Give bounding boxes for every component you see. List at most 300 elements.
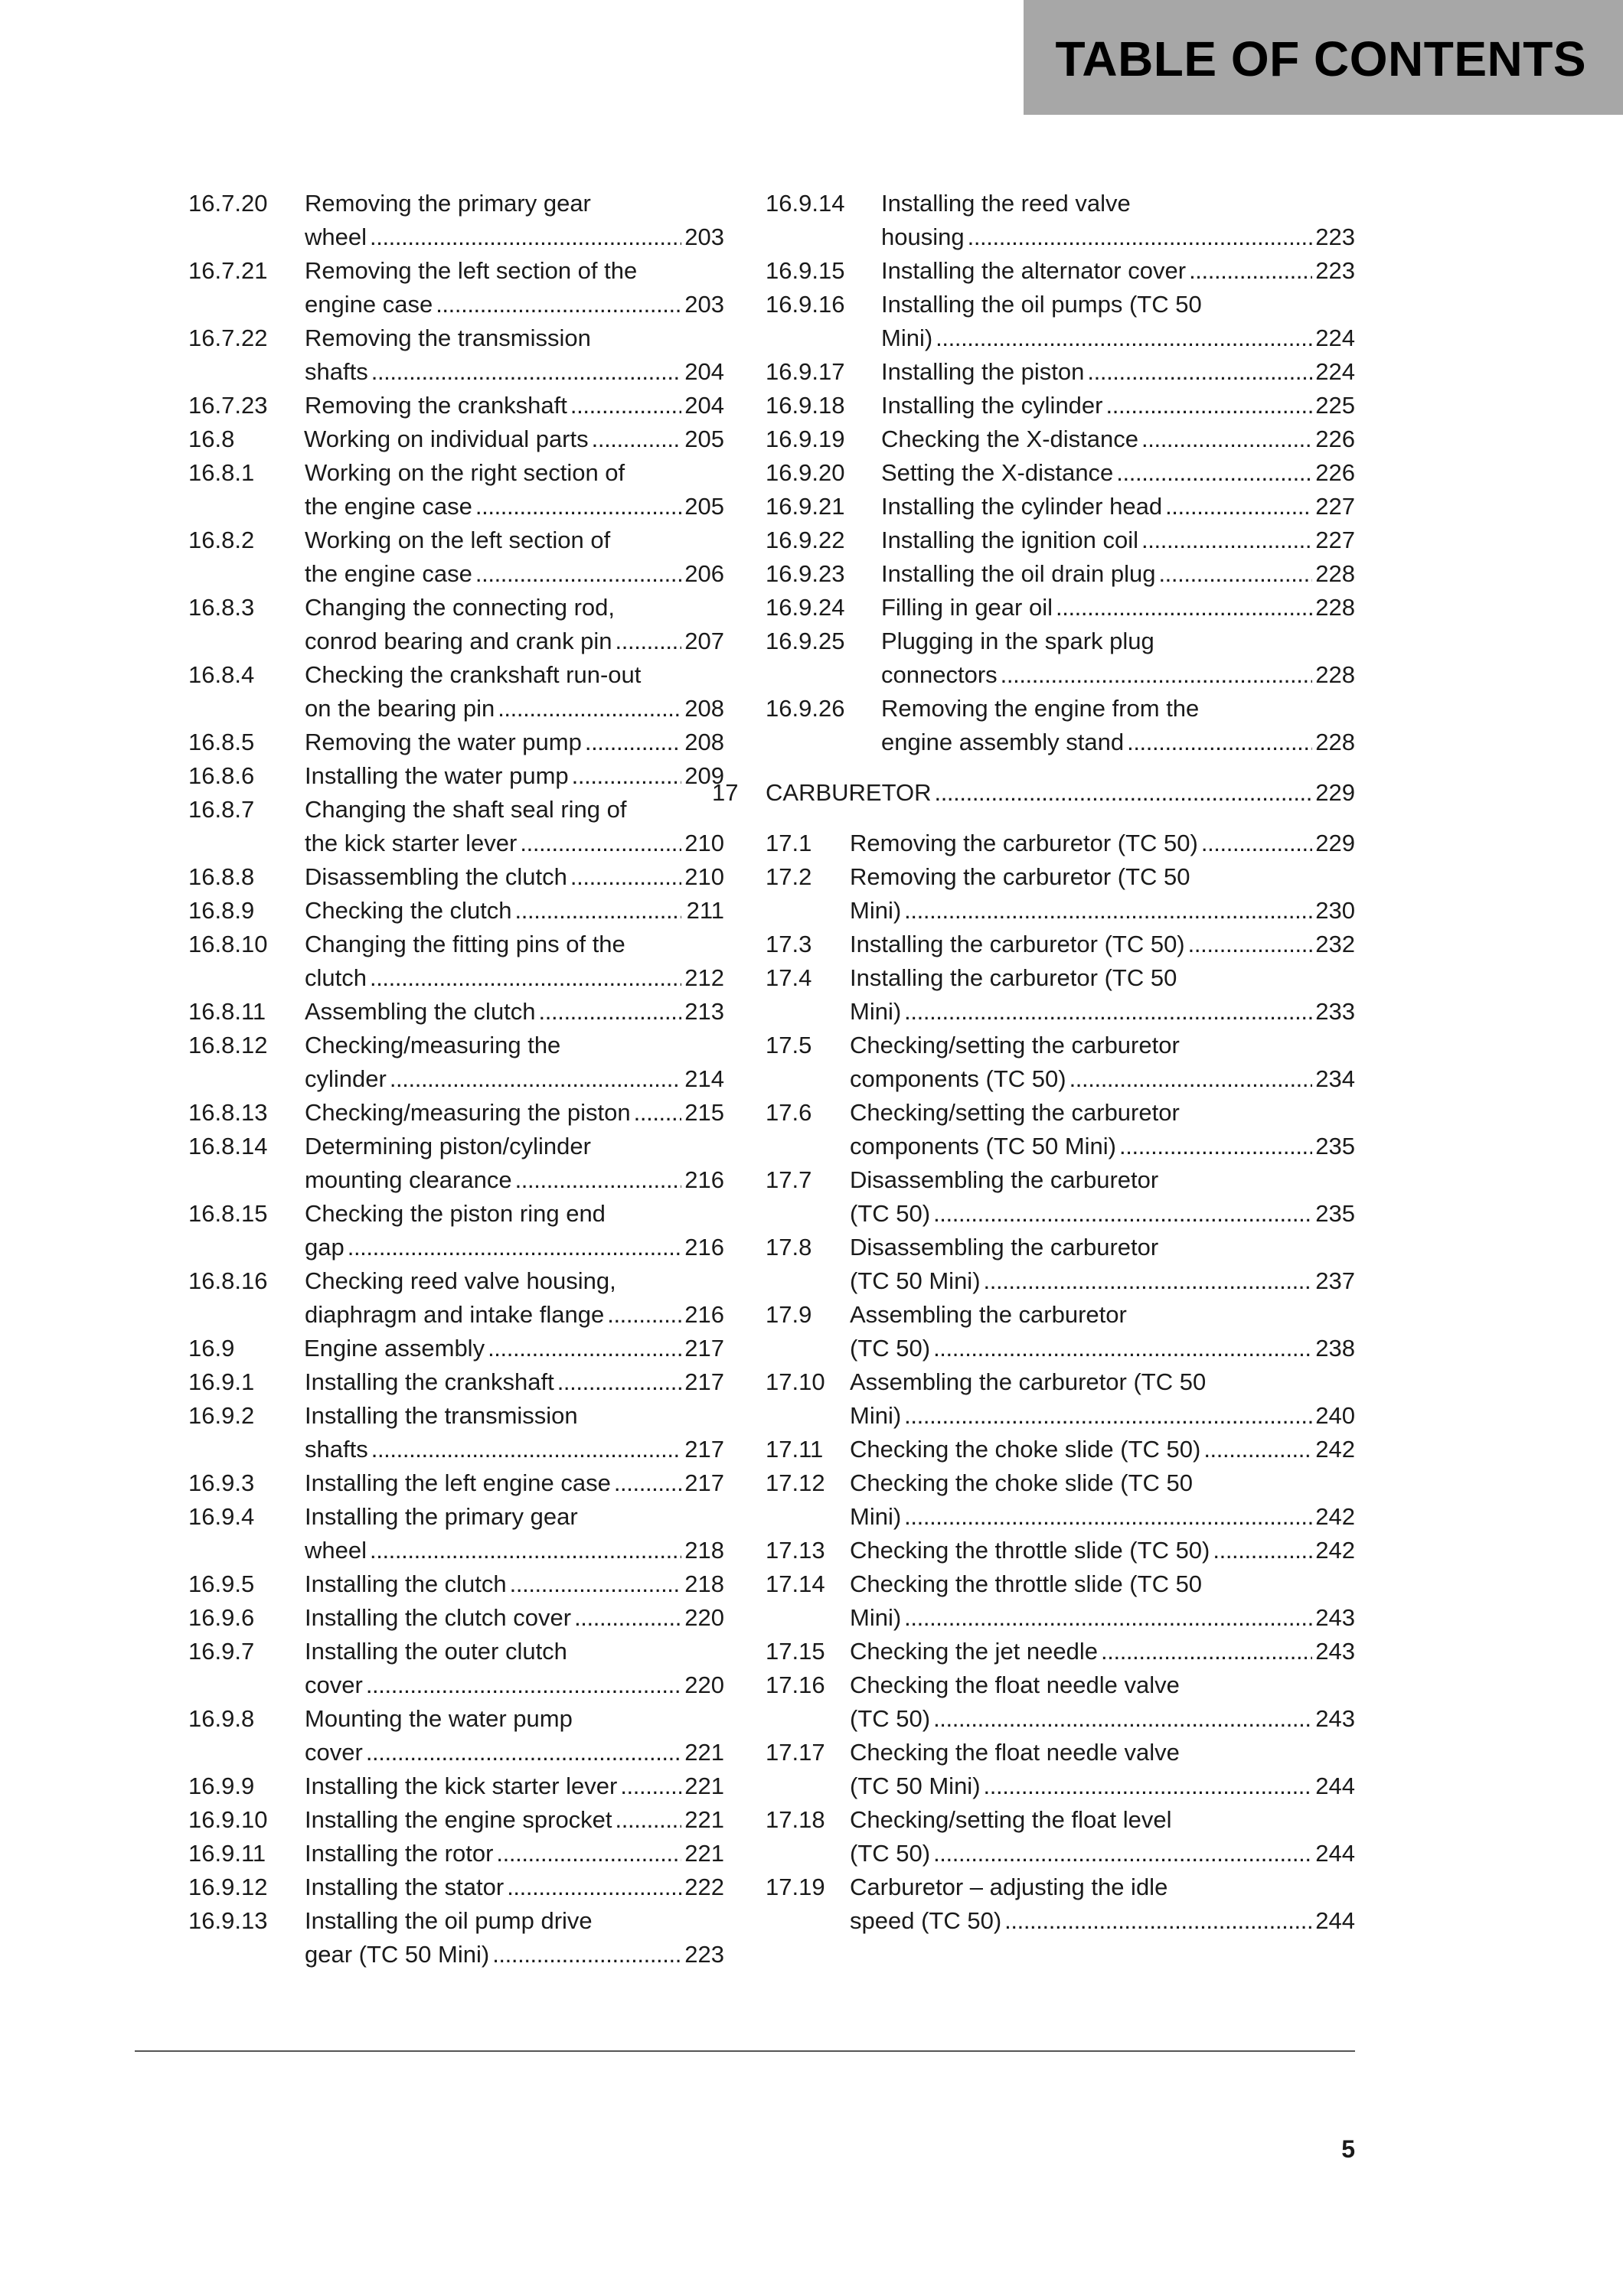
toc-entry-page: 228 [1315, 560, 1355, 587]
toc-entry[interactable] [188, 1130, 724, 1197]
toc-entry-title: Mini) [850, 1503, 902, 1530]
toc-entry-title: engine assembly stand [881, 729, 1125, 755]
toc-entry-title: Installing the crankshaft [305, 1368, 554, 1395]
toc-entry[interactable] [188, 928, 724, 995]
dot-leader [493, 1837, 681, 1870]
toc-entry-number: 17.5 [766, 1032, 812, 1058]
toc-entry-title: Checking the clutch [305, 897, 512, 924]
dot-leader [363, 1668, 681, 1702]
dot-leader [901, 1399, 1312, 1433]
toc-entry-page: 242 [1315, 1537, 1355, 1564]
toc-entry[interactable] [188, 1904, 724, 1971]
dot-leader [1138, 523, 1312, 557]
toc-entry-page: 235 [1315, 1133, 1355, 1159]
toc-entry-number: 16.9.10 [188, 1806, 268, 1833]
toc-entry-number: 16.8.6 [188, 762, 255, 789]
toc-entry-title: (TC 50) [850, 1335, 931, 1362]
toc-entry-number: 16.8.4 [188, 661, 255, 688]
dot-leader [930, 1332, 1312, 1365]
toc-entry-title: Changing the shaft seal ring of [305, 796, 627, 823]
toc-entry-title: conrod bearing and crank pin [305, 628, 612, 654]
dot-leader [1124, 726, 1312, 759]
dot-leader [1186, 254, 1312, 288]
toc-entry-page: 243 [1315, 1705, 1355, 1732]
toc-entry[interactable] [188, 1399, 724, 1466]
toc-entry-number: 16.9.24 [766, 594, 845, 621]
toc-entry-number: 16.9.12 [188, 1874, 268, 1900]
toc-entry[interactable] [766, 961, 1355, 1029]
toc-entry-title: Disassembling the carburetor [850, 1234, 1159, 1261]
toc-entry-page: 224 [1315, 325, 1355, 351]
dot-leader [367, 961, 681, 995]
toc-entry-title: Removing the transmission [305, 325, 591, 351]
page-title: TABLE OF CONTENTS [1055, 31, 1586, 86]
toc-entry-number: 16.9.4 [188, 1503, 255, 1530]
toc-entry-page: 217 [684, 1368, 724, 1395]
toc-entry-page: 230 [1315, 897, 1355, 924]
toc-entry-number: 16.9.20 [766, 459, 845, 486]
toc-entry-number: 16.9.19 [766, 426, 845, 452]
toc-entry-page: 210 [684, 830, 724, 856]
toc-entry-number: 16.9.17 [766, 358, 845, 385]
toc-entry-title: Removing the left section of the [305, 257, 638, 284]
toc-entry-title: Working on the right section of [305, 459, 625, 486]
toc-entry-number: 17.4 [766, 964, 812, 991]
toc-entry[interactable] [188, 1635, 724, 1702]
dot-leader [1138, 422, 1312, 456]
toc-entry[interactable] [188, 1702, 724, 1769]
toc-entry-number: 17.9 [766, 1301, 812, 1328]
toc-entry-title: connectors [881, 661, 998, 688]
toc-entry-title: Checking the choke slide (TC 50 [850, 1469, 1194, 1496]
dot-leader [1210, 1534, 1312, 1567]
toc-entry-number: 16.9.5 [188, 1570, 255, 1597]
toc-entry-title: Changing the fitting pins of the [305, 931, 625, 957]
toc-entry-title: Installing the cylinder [881, 392, 1103, 419]
header-banner [1024, 0, 1623, 115]
toc-entry-number: 16.8.3 [188, 594, 255, 621]
toc-entry-title: Installing the left engine case [305, 1469, 611, 1496]
toc-entry-number: 16.8.7 [188, 796, 255, 823]
toc-entry[interactable] [766, 1433, 1355, 1466]
toc-entry[interactable] [188, 523, 724, 591]
toc-entry-title: Installing the stator [305, 1874, 505, 1900]
dot-leader [1198, 827, 1312, 860]
toc-entry-page: 208 [684, 729, 724, 755]
toc-entry-title: Installing the transmission [305, 1402, 578, 1429]
toc-entry[interactable] [188, 187, 724, 254]
toc-entry[interactable]: 17 CARBURETOR . . . 229 [766, 776, 1355, 810]
dot-leader [1200, 1433, 1312, 1466]
toc-entry[interactable] [766, 1534, 1355, 1567]
toc-entry-title: Checking the crankshaft run-out [305, 661, 642, 688]
toc-entry[interactable] [188, 1466, 724, 1500]
toc-entry-title: (TC 50) [850, 1705, 931, 1732]
toc-entry[interactable] [188, 1197, 724, 1264]
toc-entry-page: 221 [684, 1840, 724, 1867]
toc-entry-number: 16.9.6 [188, 1604, 255, 1631]
dot-leader [582, 726, 681, 759]
toc-entry-page: 220 [684, 1604, 724, 1631]
toc-entry-number: 17.15 [766, 1638, 825, 1665]
dot-leader [489, 1938, 681, 1971]
dot-leader [1113, 456, 1312, 490]
toc-entry-number: 16.9.18 [766, 392, 845, 419]
toc-entry-title: Mini) [850, 897, 902, 924]
toc-entry[interactable] [188, 658, 724, 726]
toc-entry[interactable] [188, 894, 724, 928]
toc-entry-title: Installing the oil pump drive [305, 1907, 593, 1934]
toc-entry-page: 242 [1315, 1503, 1355, 1530]
toc-entry[interactable] [188, 591, 724, 658]
dot-leader [345, 1231, 681, 1264]
toc-entry[interactable] [188, 1332, 724, 1365]
toc-entry-title: Installing the alternator cover [881, 257, 1187, 284]
toc-entry-page: 229 [1315, 830, 1355, 856]
toc-entry[interactable] [188, 1500, 724, 1567]
toc-entry-title: (TC 50) [850, 1840, 931, 1867]
toc-entry-page: 223 [1315, 223, 1355, 250]
toc-entry-number: 16.9.3 [188, 1469, 255, 1496]
toc-entry-number: 16.8.2 [188, 527, 255, 553]
toc-entry[interactable] [766, 827, 1355, 860]
dot-leader [507, 1567, 681, 1601]
toc-entry-page: 213 [684, 998, 724, 1025]
toc-left-column [188, 187, 724, 1971]
toc-entry[interactable] [766, 591, 1355, 625]
toc-entry-title: Plugging in the spark plug [881, 628, 1154, 654]
toc-entry-number: 17.16 [766, 1671, 825, 1698]
toc-entry-title: Installing the oil drain plug [881, 560, 1156, 587]
toc-entry-title: on the bearing pin [305, 695, 495, 722]
toc-entry-title: Mounting the water pump [305, 1705, 573, 1732]
toc-entry-title: components (TC 50 Mini) [850, 1133, 1117, 1159]
toc-entry[interactable] [188, 995, 724, 1029]
dot-leader [901, 1601, 1312, 1635]
toc-entry-page: 244 [1315, 1840, 1355, 1867]
dot-leader [569, 759, 681, 793]
toc-entry-page: 243 [1315, 1638, 1355, 1665]
toc-entry-title: Mini) [881, 325, 933, 351]
toc-entry-page: 238 [1315, 1335, 1355, 1362]
toc-entry-title: cylinder [305, 1065, 387, 1092]
dot-leader [589, 422, 681, 456]
dot-leader [612, 625, 681, 658]
toc-entry[interactable] [766, 355, 1355, 389]
toc-entry-title: Installing the rotor [305, 1840, 494, 1867]
toc-entry[interactable] [766, 1736, 1355, 1803]
toc-entry-number: 16.9.25 [766, 628, 845, 654]
toc-entry-title: Installing the carburetor (TC 50) [850, 931, 1185, 957]
dot-leader [472, 557, 681, 591]
toc-entry[interactable] [766, 1466, 1355, 1534]
toc-entry[interactable] [188, 1365, 724, 1399]
toc-entry-number: 16.9.22 [766, 527, 845, 553]
toc-entry-number: 16.9.7 [188, 1638, 255, 1665]
toc-entry-number: 16.8.8 [188, 863, 255, 890]
toc-entry-page: 229 [1315, 779, 1355, 806]
dot-leader [571, 1601, 681, 1635]
toc-entry[interactable] [766, 1668, 1355, 1736]
toc-entry-page: 234 [1315, 1065, 1355, 1092]
toc-entry-number: 16.8.13 [188, 1099, 268, 1126]
toc-entry-number: 16.8.1 [188, 459, 255, 486]
toc-entry-page: 203 [684, 291, 724, 318]
dot-leader [567, 860, 681, 894]
dot-leader [536, 995, 681, 1029]
toc-entry-title: Checking the throttle slide (TC 50 [850, 1570, 1203, 1597]
toc-entry-number: 16.9.9 [188, 1773, 255, 1799]
toc-entry-number: 16.7.23 [188, 392, 268, 419]
toc-entry[interactable] [766, 1803, 1355, 1870]
toc-entry-title: cover [305, 1671, 363, 1698]
toc-entry-page: 227 [1315, 527, 1355, 553]
toc-entry-number: 17.12 [766, 1469, 825, 1496]
dot-leader [1103, 389, 1313, 422]
toc-entry[interactable] [188, 1264, 724, 1332]
toc-entry[interactable] [188, 1803, 724, 1837]
toc-entry-number: 16.9.2 [188, 1402, 255, 1429]
toc-entry[interactable] [766, 1231, 1355, 1298]
toc-entry[interactable] [188, 1837, 724, 1870]
toc-entry[interactable] [766, 1298, 1355, 1365]
dot-leader [981, 1264, 1312, 1298]
toc-entry-number: 17.11 [766, 1436, 824, 1463]
toc-entry-page: 244 [1315, 1907, 1355, 1934]
toc-entry[interactable] [188, 759, 724, 793]
toc-entry-title: Checking the throttle slide (TC 50) [850, 1537, 1210, 1564]
toc-entry-number: 16.8.11 [188, 998, 266, 1025]
toc-entry-page: 222 [684, 1874, 724, 1900]
toc-entry-title: Disassembling the clutch [305, 863, 567, 890]
toc-entry[interactable] [188, 1096, 724, 1130]
toc-entry-page: 227 [1315, 493, 1355, 520]
toc-entry-page: 214 [684, 1065, 724, 1092]
dot-leader [901, 1500, 1312, 1534]
toc-entry-title: Installing the oil pumps (TC 50 [881, 291, 1202, 318]
footer-divider [135, 2050, 1355, 2052]
toc-entry[interactable] [188, 422, 724, 456]
dot-leader [368, 1433, 681, 1466]
toc-entry-title: Checking/setting the float level [850, 1806, 1172, 1833]
dot-leader [617, 1769, 681, 1803]
toc-entry-page: 221 [684, 1806, 724, 1833]
toc-entry[interactable] [188, 1601, 724, 1635]
toc-entry-title: Checking/measuring the [305, 1032, 561, 1058]
toc-entry-title: Determining piston/cylinder [305, 1133, 591, 1159]
toc-entry-page: 220 [684, 1671, 724, 1698]
toc-entry-page: 205 [684, 426, 724, 452]
toc-entry-title: the engine case [305, 493, 472, 520]
toc-entry[interactable] [766, 1029, 1355, 1096]
toc-entry[interactable] [766, 928, 1355, 961]
toc-entry-number: 16.9.1 [188, 1368, 255, 1395]
toc-entry-title: Setting the X-distance [881, 459, 1114, 486]
toc-entry-title: Removing the engine from the [881, 695, 1200, 722]
toc-entry-title: Assembling the carburetor [850, 1301, 1127, 1328]
dot-leader [611, 1466, 681, 1500]
toc-entry-title: Removing the crankshaft [305, 392, 567, 419]
toc-entry-number: 16.9.21 [766, 493, 845, 520]
toc-entry-number: 17.1 [766, 830, 812, 856]
toc-entry-title: Installing the outer clutch [305, 1638, 567, 1665]
toc-entry-page: 225 [1315, 392, 1355, 419]
toc-entry[interactable] [188, 1567, 724, 1601]
dot-leader [631, 1096, 681, 1130]
toc-entry[interactable] [766, 389, 1355, 422]
toc-entry-title: gear (TC 50 Mini) [305, 1941, 490, 1968]
toc-entry-title: Mini) [850, 998, 902, 1025]
dot-leader [1098, 1635, 1312, 1668]
toc-entry-title: Removing the carburetor (TC 50 [850, 863, 1190, 890]
toc-entry-title: speed (TC 50) [850, 1907, 1002, 1934]
toc-entry[interactable] [188, 860, 724, 894]
toc-entry-number: 17.3 [766, 931, 812, 957]
toc-entry-page: 232 [1315, 931, 1355, 957]
dot-leader [901, 894, 1312, 928]
toc-entry-title: Installing the carburetor (TC 50 [850, 964, 1177, 991]
toc-entry-number: 17.14 [766, 1570, 825, 1597]
toc-entry[interactable] [766, 187, 1355, 254]
toc-entry[interactable] [188, 1769, 724, 1803]
toc-entry[interactable] [766, 1365, 1355, 1433]
dot-leader [504, 1870, 681, 1904]
toc-entry-page: 204 [684, 358, 724, 385]
toc-entry[interactable] [188, 1029, 724, 1096]
toc-entry[interactable] [766, 456, 1355, 490]
dot-leader [1116, 1130, 1312, 1163]
toc-entry-title: Checking the float needle valve [850, 1671, 1180, 1698]
toc-entry[interactable] [188, 389, 724, 422]
toc-entry-title: Working on the left section of [305, 527, 611, 553]
toc-entry[interactable] [766, 288, 1355, 355]
toc-entry-title: wheel [305, 223, 367, 250]
toc-entry[interactable] [766, 692, 1355, 759]
toc-entry-number: 17.17 [766, 1739, 825, 1766]
toc-entry-page: 243 [1315, 1604, 1355, 1631]
dot-leader [981, 1769, 1312, 1803]
toc-entry-page: 221 [684, 1739, 724, 1766]
toc-entry-title: Changing the connecting rod, [305, 594, 616, 621]
toc-entry[interactable] [766, 1635, 1355, 1668]
toc-entry-page: 206 [684, 560, 724, 587]
toc-entry[interactable] [188, 1870, 724, 1904]
toc-entry[interactable] [766, 254, 1355, 288]
toc-entry-number: 16.8.9 [188, 897, 255, 924]
toc-entry-title: Installing the kick starter lever [305, 1773, 618, 1799]
dot-leader [433, 288, 681, 321]
toc-entry-title: clutch [305, 964, 367, 991]
toc-entry[interactable] [766, 1870, 1355, 1938]
toc-entry-number: 16.8.14 [188, 1133, 268, 1159]
toc-right-column [712, 187, 1355, 1938]
dot-leader [367, 220, 681, 254]
toc-entry-title: Mini) [850, 1604, 902, 1631]
toc-entry[interactable] [766, 523, 1355, 557]
toc-entry-title: Removing the primary gear [305, 190, 591, 217]
toc-entry[interactable] [766, 490, 1355, 523]
toc-entry-title: Installing the water pump [305, 762, 569, 789]
toc-entry-page: 221 [684, 1773, 724, 1799]
toc-entry-number: 17.18 [766, 1806, 825, 1833]
toc-entry[interactable] [766, 422, 1355, 456]
toc-entry-page: 210 [684, 863, 724, 890]
toc-entry[interactable] [766, 860, 1355, 928]
toc-entry-title: Installing the clutch cover [305, 1604, 572, 1631]
toc-entry-page: 224 [1315, 358, 1355, 385]
toc-entry[interactable] [766, 625, 1355, 692]
dot-leader [363, 1736, 681, 1769]
toc-entry[interactable] [188, 456, 724, 523]
toc-entry-page: 217 [684, 1335, 724, 1362]
toc-entry-title: CARBURETOR [766, 779, 932, 806]
toc-entry-title: wheel [305, 1537, 367, 1564]
toc-entry-title: Checking/setting the carburetor [850, 1032, 1180, 1058]
toc-entry[interactable] [188, 726, 724, 759]
dot-leader [930, 1837, 1312, 1870]
toc-entry-number: 17.2 [766, 863, 812, 890]
toc-entry-page: 215 [684, 1099, 724, 1126]
dot-leader [930, 1702, 1312, 1736]
toc-entry-title: Working on individual parts [304, 426, 589, 452]
toc-entry[interactable] [766, 557, 1355, 591]
toc-entry-page: 218 [684, 1537, 724, 1564]
dot-leader [901, 995, 1312, 1029]
dot-leader [604, 1298, 681, 1332]
dot-leader [1066, 1062, 1312, 1096]
toc-entry-page: 216 [684, 1166, 724, 1193]
toc-entry-page: 204 [684, 392, 724, 419]
toc-entry-number: 16.8.5 [188, 729, 255, 755]
toc-entry[interactable] [766, 1567, 1355, 1635]
toc-entry-title: Disassembling the carburetor [850, 1166, 1159, 1193]
toc-entry-page: 240 [1315, 1402, 1355, 1429]
toc-entry-title: Removing the carburetor (TC 50) [850, 830, 1198, 856]
toc-entry-number: 16.7.21 [188, 257, 268, 284]
dot-leader [472, 490, 681, 523]
dot-leader [495, 692, 681, 726]
toc-entry-title: Checking the X-distance [881, 426, 1139, 452]
toc-entry-number: 16.9.15 [766, 257, 845, 284]
toc-entry[interactable] [188, 254, 724, 321]
toc-entry-page: 235 [1315, 1200, 1355, 1227]
toc-entry-number: 17.8 [766, 1234, 812, 1261]
toc-entry-title: diaphragm and intake flange [305, 1301, 605, 1328]
dot-leader [368, 355, 681, 389]
toc-entry-page: 226 [1315, 426, 1355, 452]
toc-entry-number: 17.10 [766, 1368, 825, 1395]
toc-entry[interactable] [188, 793, 724, 860]
toc-entry-title: Installing the reed valve [881, 190, 1131, 217]
toc-entry[interactable] [766, 1096, 1355, 1163]
toc-entry-number: 17.6 [766, 1099, 812, 1126]
toc-entry-page: 228 [1315, 729, 1355, 755]
toc-entry-number: 16.9.11 [188, 1840, 266, 1867]
toc-entry-page: 228 [1315, 594, 1355, 621]
dot-leader [512, 894, 681, 928]
toc-entry-page: 203 [684, 223, 724, 250]
toc-entry-number: 16.9.26 [766, 695, 845, 722]
toc-entry-title: shafts [305, 1436, 368, 1463]
toc-entry-number: 16.8.15 [188, 1200, 268, 1227]
toc-entry-page: 228 [1315, 661, 1355, 688]
toc-entry-number: 16.7.20 [188, 190, 268, 217]
toc-entry-page: 233 [1315, 998, 1355, 1025]
toc-entry[interactable] [188, 321, 724, 389]
toc-entry-number: 17.19 [766, 1874, 825, 1900]
toc-entry[interactable] [766, 1163, 1355, 1231]
toc-entry-title: (TC 50 Mini) [850, 1773, 981, 1799]
